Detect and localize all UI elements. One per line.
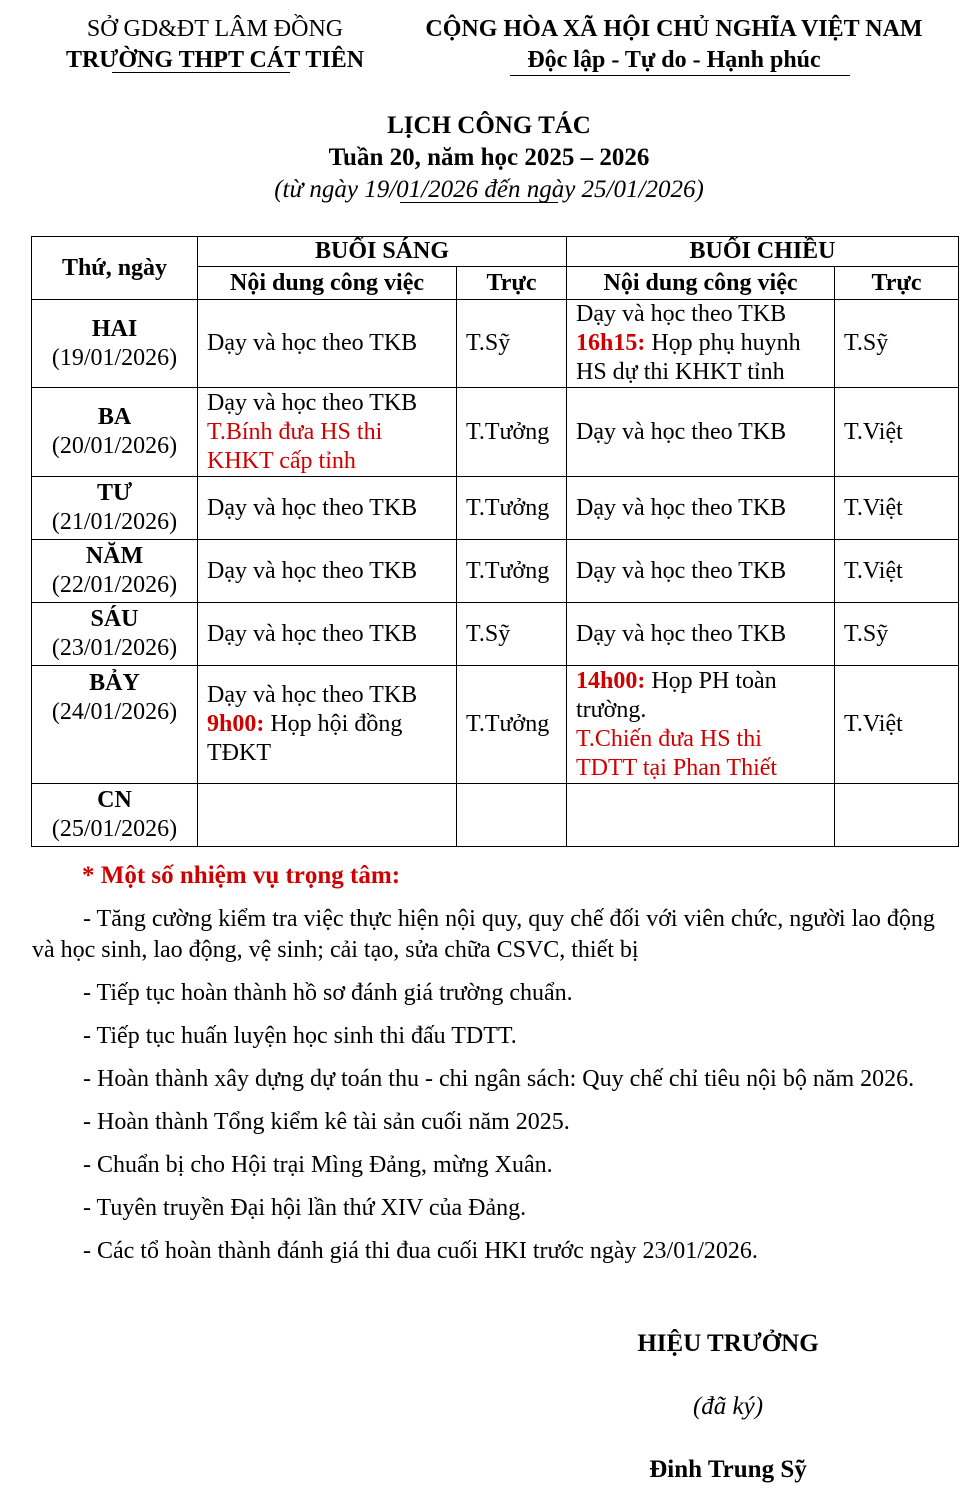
afternoon-duty: T.Việt: [835, 540, 959, 603]
day-cell: [32, 784, 198, 847]
task-time: 16h15:: [576, 330, 646, 356]
list-item: - Hoàn thành Tổng kiểm kê tài sản cuối năm 2025.: [83, 1109, 570, 1135]
day-date: (25/01/2026): [51, 816, 178, 842]
col-header-content: Nội dung công việc: [567, 267, 835, 300]
morning-duty: T.Sỹ: [457, 603, 567, 666]
afternoon-content: [567, 388, 835, 477]
day-cell: [32, 300, 198, 388]
col-header-duty: Trực: [835, 267, 959, 300]
day-date: (24/01/2026): [51, 699, 178, 725]
morning-content: [198, 666, 457, 784]
day-name: CN: [97, 787, 132, 813]
afternoon-content: [567, 666, 835, 784]
morning-duty: T.Tưởng: [457, 477, 567, 540]
issuer-header: [30, 14, 400, 76]
signer-title: HIỆU TRƯỞNG: [637, 1330, 819, 1357]
task-text: Dạy và học theo TKB: [207, 330, 418, 356]
task-text: Dạy và học theo TKB: [207, 682, 418, 708]
nation-name: CỘNG HÒA XÃ HỘI CHỦ NGHĨA VIỆT NAM: [425, 16, 923, 42]
day-name: SÁU: [90, 606, 139, 632]
page-title: LỊCH CÔNG TÁC: [387, 112, 591, 139]
afternoon-content: Dạy và học theo TKB: [567, 603, 835, 666]
day-cell: [32, 477, 198, 540]
task-text: Họp PH toàn trường.: [576, 667, 777, 723]
afternoon-duty: T.Việt: [835, 666, 959, 784]
day-cell: [32, 540, 198, 603]
week-label: Tuần 20, năm học 2025 – 2026: [328, 144, 650, 171]
day-date: (20/01/2026): [51, 433, 178, 459]
task-text-highlight: T.Chiến đưa HS thi TDTT tại Phan Thiết: [576, 725, 778, 781]
signed-note: (đã ký): [692, 1393, 764, 1420]
day-date: (22/01/2026): [51, 572, 178, 598]
day-name: BẢY: [89, 670, 140, 696]
divider: [510, 75, 850, 76]
list-item: - Hoàn thành xây dựng dự toán thu - chi ngân sách: Quy chế chỉ tiêu nội bộ năm 2026.: [83, 1066, 915, 1092]
afternoon-duty: [835, 784, 959, 847]
col-header-morning: BUỔI SÁNG: [198, 237, 567, 267]
morning-content: Dạy và học theo TKB: [198, 540, 457, 603]
col-header-day: Thứ, ngày: [32, 237, 198, 300]
morning-content: [198, 784, 457, 847]
school-name: TRƯỜNG THPT CÁT TIÊN: [65, 47, 365, 73]
department-name: SỞ GD&ĐT LÂM ĐỒNG: [86, 16, 344, 42]
task-text: Dạy và học theo TKB: [207, 389, 418, 416]
day-date: (19/01/2026): [51, 344, 178, 371]
day-name: BA: [97, 404, 132, 430]
task-text-highlight: T.Bính đưa HS thi KHKT cấp tỉnh: [207, 418, 383, 474]
col-header-afternoon: BUỔI CHIỀU: [567, 237, 959, 267]
schedule-table: [31, 236, 959, 847]
morning-duty: T.Tưởng: [457, 388, 567, 477]
day-name: NĂM: [85, 543, 144, 569]
table-row: [32, 603, 959, 666]
day-date: (21/01/2026): [51, 509, 178, 535]
signer-name: Đinh Trung Sỹ: [649, 1456, 807, 1483]
day-name: TƯ: [96, 480, 133, 506]
afternoon-content: Dạy và học theo TKB: [567, 540, 835, 603]
day-cell: [32, 666, 198, 784]
morning-content: Dạy và học theo TKB: [198, 603, 457, 666]
table-row: [32, 477, 959, 540]
focus-heading: * Một số nhiệm vụ trọng tâm:: [82, 862, 401, 889]
table-row: [32, 540, 959, 603]
table-row: [32, 388, 959, 477]
morning-duty: T.Tưởng: [457, 666, 567, 784]
task-text: Dạy và học theo TKB: [576, 418, 787, 445]
table-row: [32, 666, 959, 784]
divider: [400, 202, 558, 203]
focus-task-list: [32, 904, 947, 1279]
day-cell: [32, 388, 198, 477]
morning-content: Dạy và học theo TKB: [198, 477, 457, 540]
task-text: Họp hội đồng TĐKT: [207, 711, 403, 766]
col-header-duty: Trực: [457, 267, 567, 300]
list-item: - Tuyên truyền Đại hội lần thứ XIV của Đảng.: [83, 1195, 527, 1221]
task-time: 14h00:: [576, 667, 646, 694]
day-date: (23/01/2026): [51, 635, 178, 661]
col-header-content: Nội dung công việc: [198, 267, 457, 300]
list-item: - Tiếp tục huấn luyện học sinh thi đấu TDTT.: [83, 1023, 517, 1049]
task-time: 9h00:: [207, 711, 265, 737]
list-item: - Các tổ hoàn thành đánh giá thi đua cuối HKI trước ngày 23/01/2026.: [83, 1238, 758, 1264]
morning-content: [198, 300, 457, 388]
morning-content: [198, 388, 457, 477]
divider: [112, 72, 290, 73]
table-row: [32, 300, 959, 388]
task-text: Họp phụ huynh HS dự thi KHKT tỉnh: [576, 330, 801, 385]
afternoon-duty: T.Sỹ: [835, 300, 959, 388]
document-title: [0, 110, 978, 206]
morning-duty: T.Tưởng: [457, 540, 567, 603]
morning-duty: T.Sỹ: [457, 300, 567, 388]
afternoon-content: [567, 784, 835, 847]
afternoon-duty: T.Việt: [835, 388, 959, 477]
list-item: - Tiếp tục hoàn thành hồ sơ đánh giá trường chuẩn.: [83, 980, 573, 1006]
task-text: Dạy và học theo TKB: [576, 301, 787, 327]
date-range: (từ ngày 19/01/2026 đến ngày 25/01/2026): [274, 176, 704, 203]
list-item: - Chuẩn bị cho Hội trại Mìng Đảng, mừng Xuân.: [83, 1152, 553, 1178]
afternoon-content: Dạy và học theo TKB: [567, 477, 835, 540]
day-cell: [32, 603, 198, 666]
day-name: HAI: [91, 315, 138, 342]
table-row: [32, 784, 959, 847]
afternoon-duty: T.Việt: [835, 477, 959, 540]
list-item: - Tăng cường kiểm tra việc thực hiện nội quy, quy chế đối với viên chức, người lao động và học sinh, lao động, vệ sinh; cải tạo, sửa chữa CSVC, thiết bị: [32, 906, 935, 963]
nation-header: [400, 14, 948, 76]
morning-duty: [457, 784, 567, 847]
motto: Độc lập - Tự do - Hạnh phúc: [527, 47, 821, 73]
afternoon-content: [567, 300, 835, 388]
afternoon-duty: T.Sỹ: [835, 603, 959, 666]
